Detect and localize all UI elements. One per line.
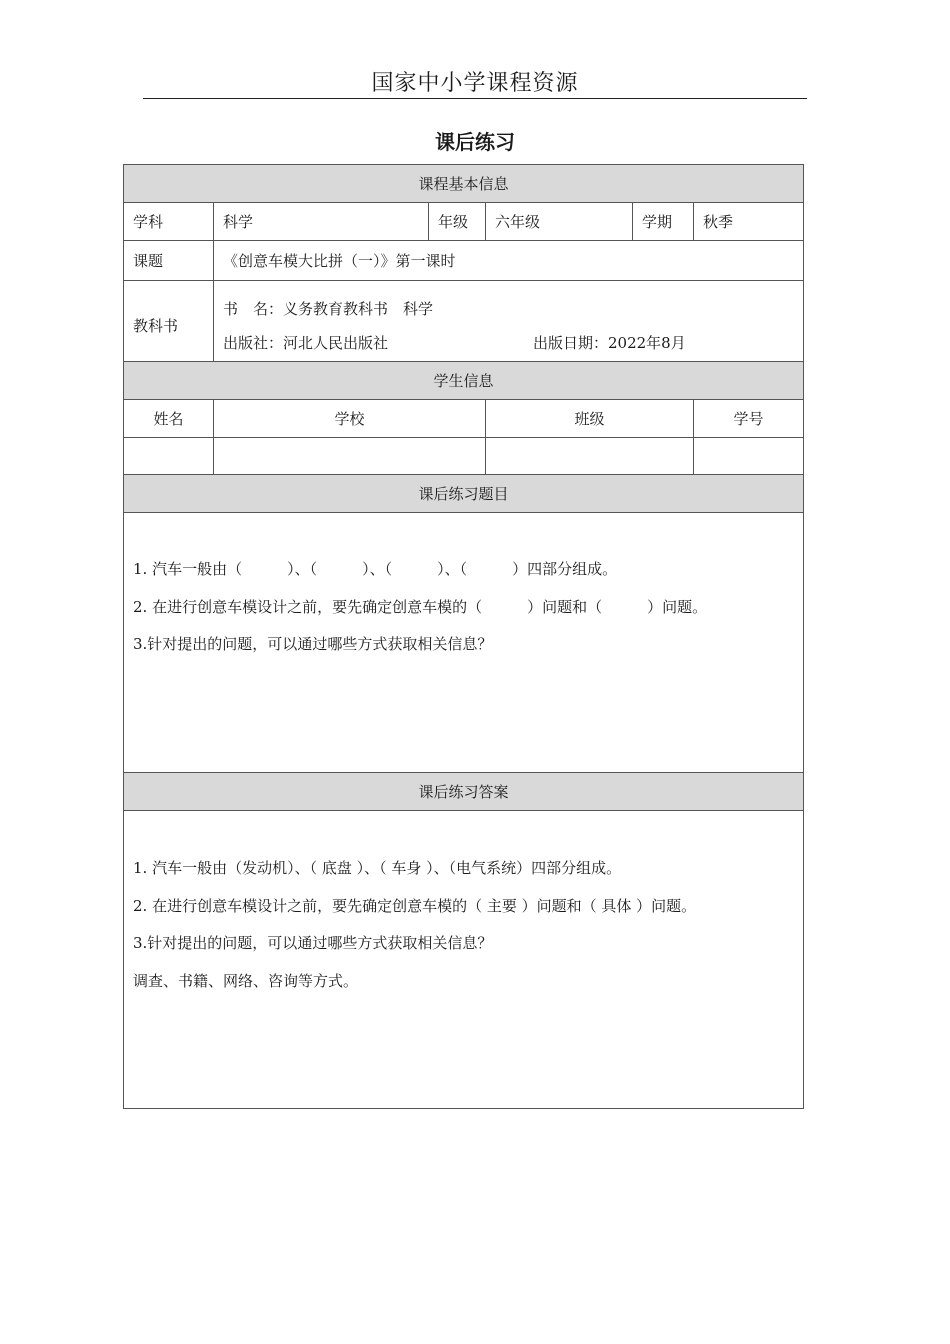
school-field[interactable] [214, 438, 486, 475]
student-info-band [124, 362, 804, 400]
question-1: 1. 汽车一般由（ ）、（ ）、（ ）、（ ）四部分组成。 [133, 560, 618, 578]
student-id-label: 学号 [694, 400, 804, 438]
exercises-row [124, 513, 804, 773]
answer-3-question: 3.针对提出的问题，可以通过哪些方式获取相关信息？ [133, 934, 493, 952]
student-header-row [124, 400, 804, 438]
answers-heading: 课后练习答案 [124, 773, 804, 811]
term-value: 秋季 [694, 203, 804, 241]
topic-value: 《创意车模大比拼（一）》第一课时 [214, 241, 804, 281]
doc-title: 课后练习 [435, 130, 515, 154]
name-label: 姓名 [124, 400, 214, 438]
class-field[interactable] [486, 438, 694, 475]
answer-2: 2. 在进行创意车模设计之前，要先确定创意车模的（ 主要 ）问题和（ 具体 ）问题。 [133, 897, 697, 915]
student-input-row [124, 438, 804, 475]
class-label: 班级 [486, 400, 694, 438]
course-info-band [124, 165, 804, 203]
answers-band [124, 773, 804, 811]
question-3: 3.针对提出的问题，可以通过哪些方式获取相关信息？ [133, 635, 493, 653]
publisher: 出版社：河北人民出版社 [223, 333, 389, 352]
topic-row [124, 241, 804, 281]
subject-label: 学科 [124, 203, 214, 241]
grade-value: 六年级 [486, 203, 633, 241]
school-label: 学校 [214, 400, 486, 438]
subject-row [124, 203, 804, 241]
topic-label: 课题 [124, 241, 214, 281]
student-info-heading: 学生信息 [124, 362, 804, 400]
publish-date: 出版日期：2022年8月 [533, 333, 686, 352]
question-2: 2. 在进行创意车模设计之前，要先确定创意车模的（ ）问题和（ ）问题。 [133, 598, 708, 616]
header-rule [143, 98, 807, 99]
book-name: 书 名：义务教育教科书 科学 [223, 299, 434, 318]
course-info-heading: 课程基本信息 [124, 165, 804, 203]
answer-1: 1. 汽车一般由（发动机）、（ 底盘 ）、（ 车身 ）、（电气系统）四部分组成。 [133, 859, 622, 877]
answers-row [124, 811, 804, 1109]
subject-value: 科学 [214, 203, 429, 241]
answer-3: 调查、书籍、网络、咨询等方式。 [133, 972, 359, 990]
student-id-field[interactable] [694, 438, 804, 475]
textbook-label: 教科书 [124, 281, 214, 362]
exercises-heading: 课后练习题目 [124, 475, 804, 513]
header-title: 国家中小学课程资源 [371, 71, 579, 96]
answers-content [124, 811, 804, 1109]
exercises-band [124, 475, 804, 513]
worksheet-table [123, 164, 804, 1109]
term-label: 学期 [633, 203, 694, 241]
exercises-content [124, 513, 804, 773]
name-field[interactable] [124, 438, 214, 475]
grade-label: 年级 [429, 203, 486, 241]
textbook-details [214, 281, 804, 362]
textbook-row [124, 281, 804, 362]
